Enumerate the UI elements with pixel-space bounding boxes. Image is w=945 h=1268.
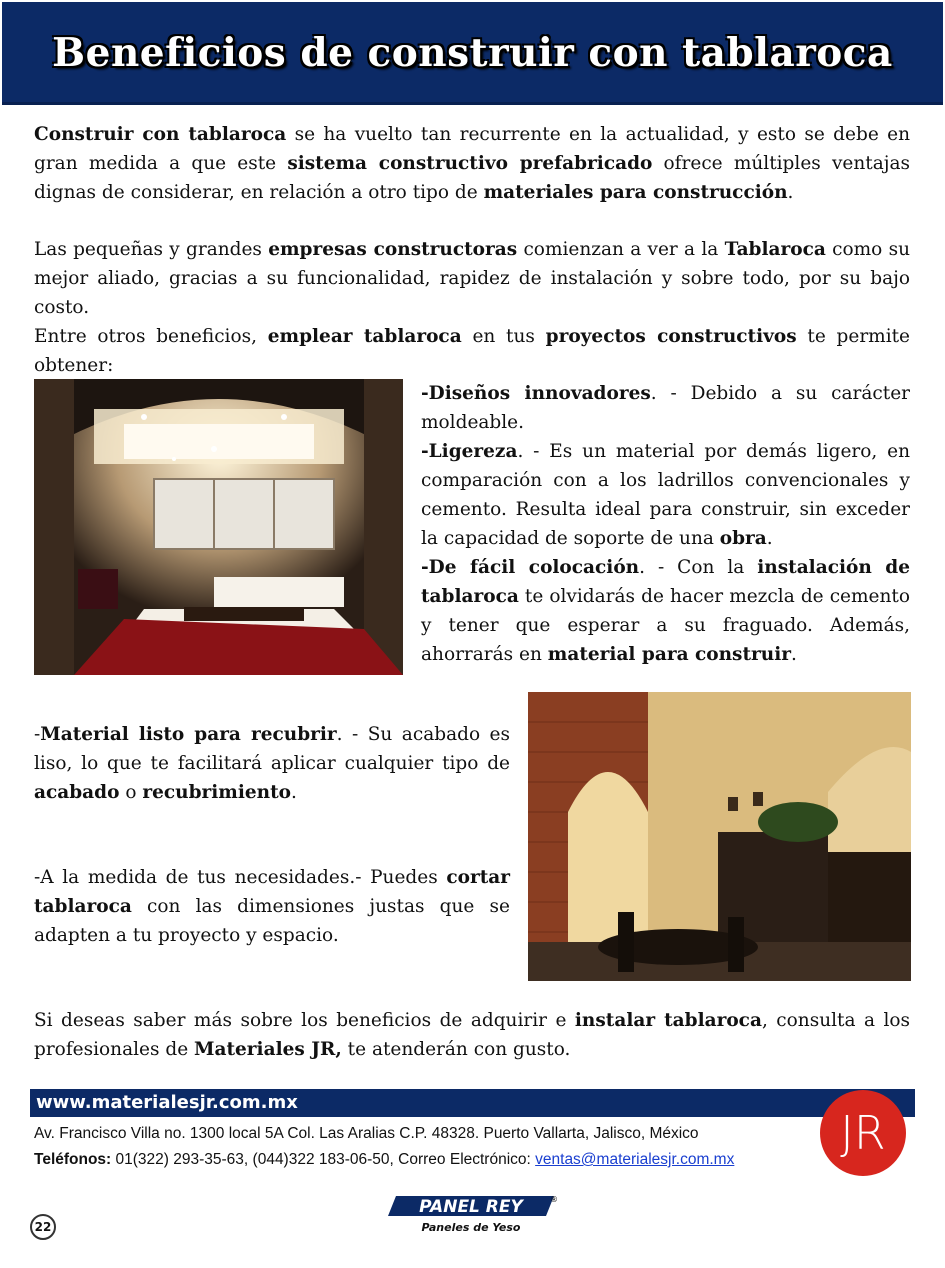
living-room-photo [34,379,403,675]
text-run: en tus [461,326,546,347]
bold-term: emplear tablaroca [267,326,462,347]
panel-rey-name: PANEL REY [419,1197,523,1217]
materiales-jr-logo [820,1090,906,1176]
benefit-title: -Diseños innovadores [421,383,651,404]
text-run: te olvidarás de hacer mezcla de cemento y tener que esperar a su fraguado. Además, ahorrarás en [421,586,910,665]
text-run: . - Es un material por demás ligero, en comparación con a los ladrillos convencionales y cemento. Resulta ideal para construir, sin exceder la capacidad de soporte de una [421,441,910,549]
text-run: Si deseas saber más sobre los beneficios de adquirir e [34,1010,575,1031]
bold-term: sistema constructivo prefabricado [287,153,653,174]
bold-term: materiales para construcción [483,182,788,203]
benefit-title: -De fácil colocación [421,557,640,578]
text-run: ofrece múltiples ventajas dignas de considerar, en relación a otro tipo de [34,153,910,203]
benefit-medida [34,863,510,950]
benefit-title: -Ligereza [421,441,518,462]
panel-rey-tagline: Paneles de Yeso [421,1221,521,1234]
bold-term: cortar tablaroca [34,867,510,917]
benefits-list [421,379,910,669]
text-run: . [291,782,297,803]
companies-paragraph [34,235,910,322]
text-run: . - Debido a su carácter moldeable. [421,383,910,433]
text-run: te atenderán con gusto. [341,1039,571,1060]
closing-paragraph [34,1006,910,1064]
text-run: . [766,528,773,549]
text-run: Entre otros beneficios, [34,326,268,347]
text-run: comienzan a ver a la [517,239,725,260]
text-run: . [787,182,794,203]
bold-term: acabado [34,782,120,803]
panel-rey-registered: ® [550,1195,558,1204]
text-run: . - Su acabado es liso, lo que te facilitará aplicar cualquier tipo de [34,724,510,774]
address-line: Av. Francisco Villa no. 1300 local 5A Col. Las Aralias C.P. 48328. Puerto Vallarta, Jalisco, México [34,1125,699,1142]
bold-term: obra [719,528,767,549]
text-run: con las dimensiones justas que se adapten a tu proyecto y espacio. [34,896,510,946]
email-link[interactable]: ventas@materialesjr.com.mx [535,1151,735,1168]
text-run: -A la medida de tus necesidades.- Puedes [34,867,447,888]
benefit-recubrir [34,720,510,807]
bold-term: proyectos constructivos [545,326,797,347]
title-banner [2,2,943,105]
panel-rey-logo [388,1194,556,1236]
text-run: o [119,782,143,803]
bold-term: empresas constructoras [268,239,518,260]
page-number: 22 [30,1214,56,1240]
bold-term: Tablaroca [724,239,826,260]
phones-text: 01(322) 293-35-63, (044)322 183-06-50, Correo Electrónico: [111,1151,536,1168]
bold-term: material para construir [547,644,791,665]
logo-text: JR [840,1106,886,1160]
bold-term: instalación de tablaroca [421,557,910,607]
text-run: como su mejor aliado, gracias a su funcionalidad, rapidez de instalación y sobre todo, por su bajo costo. [34,239,910,318]
intro-paragraph [34,120,910,207]
website-link[interactable]: www.materialesjr.com.mx [36,1092,298,1113]
text-run: se ha vuelto tan recurrente en la actualidad, y esto se debe en gran medida a que este [34,124,910,174]
text-run: te permite obtener: [34,326,911,376]
text-run: . [791,644,797,665]
benefit-title: Material listo para recubrir [40,724,337,745]
benefits-intro-paragraph [34,322,910,380]
text-run: Las pequeñas y grandes [34,239,269,260]
website-bar [30,1089,915,1117]
phones-label: Teléfonos: [34,1151,112,1168]
bold-term: Construir con tablaroca [34,124,287,145]
text-run: - [34,724,41,745]
contact-line [34,1151,734,1169]
bold-term: recubrimiento [142,782,291,803]
bold-term: instalar tablaroca [574,1010,762,1031]
restaurant-photo [528,692,911,981]
text-run: , consulta a los profesionales de [34,1010,911,1060]
bold-term: Materiales JR, [194,1039,342,1060]
text-run: . - Con la [639,557,758,578]
page-title: Beneficios de construir con tablaroca [52,30,893,76]
